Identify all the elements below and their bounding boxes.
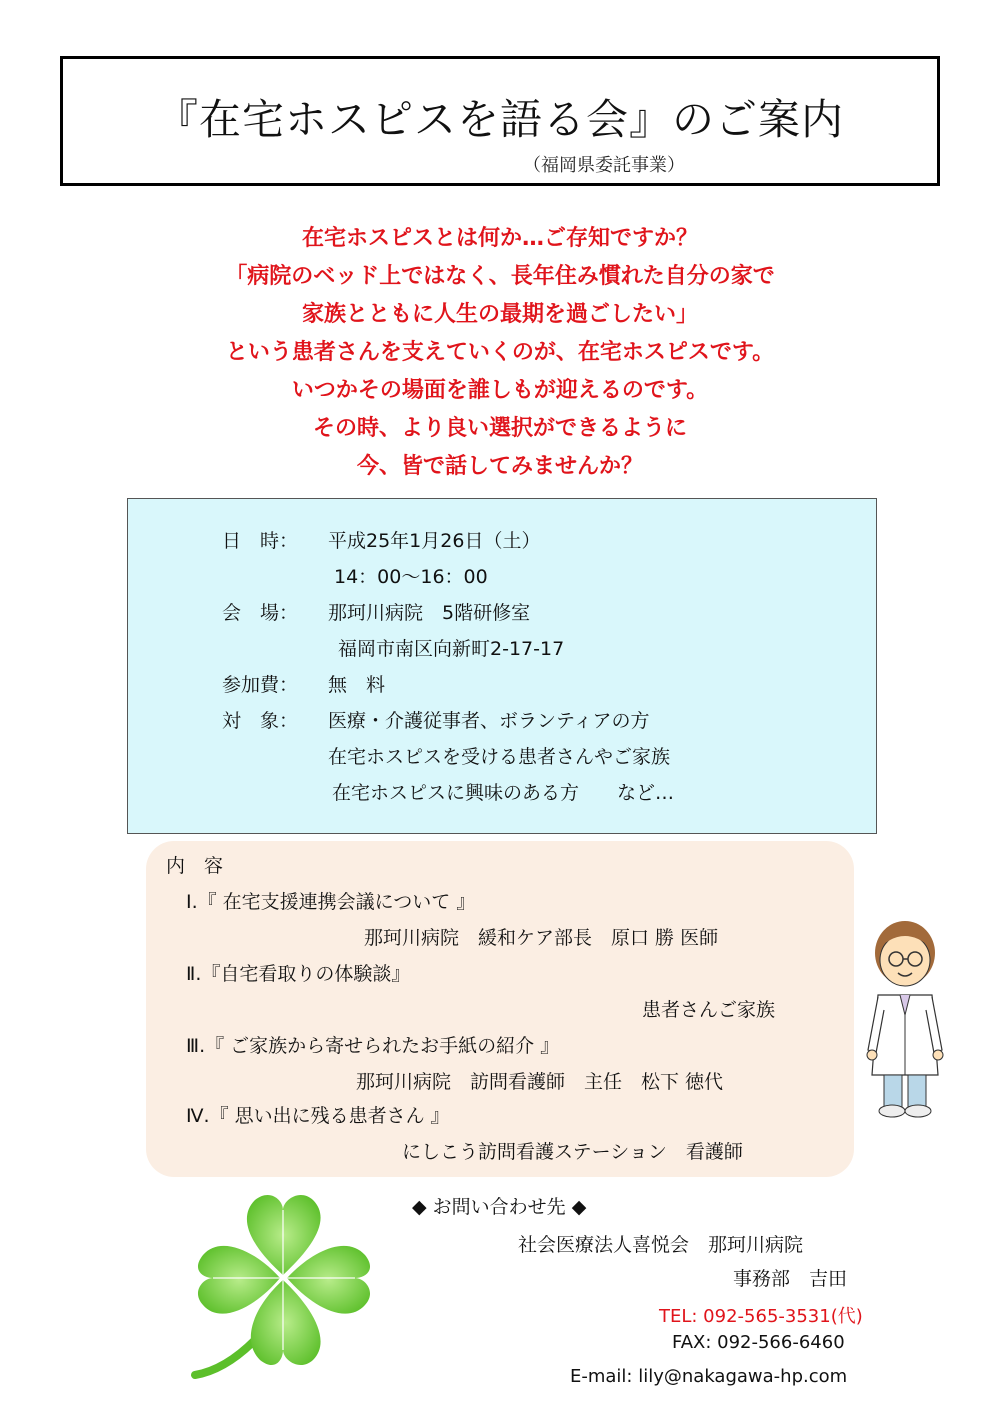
intro-line: その時、より良い選択ができるように [312, 416, 687, 441]
target-value: 在宅ホスピスに興味のある方 など… [332, 782, 675, 804]
venue-label: 会 場： [222, 602, 299, 624]
page-subtitle: （福岡県委託事業） [523, 155, 685, 176]
program-item-speaker: 那珂川病院 緩和ケア部長 原口 勝 医師 [364, 927, 719, 949]
program-item-title: Ⅲ.『 ご家族から寄せられたお手紙の紹介 』 [186, 1035, 560, 1057]
clover-illustration [185, 1180, 385, 1390]
intro-line: いつかその場面を誰しもが迎えるのです。 [291, 378, 709, 403]
fee-label: 参加費： [222, 674, 299, 696]
content-heading: 内 容 [166, 855, 224, 877]
contact-heading: ◆ お問い合わせ先 ◆ [412, 1196, 587, 1218]
contact-tel: TEL: 092-565-3531(代) [659, 1306, 863, 1327]
date-label: 日 時： [222, 530, 299, 552]
contact-dept: 事務部 吉田 [733, 1268, 848, 1290]
page-title: 『在宅ホスピスを語る会』のご案内 [155, 95, 844, 144]
contact-email[interactable]: E-mail: lily@nakagawa-hp.com [570, 1366, 848, 1387]
doctor-illustration [860, 915, 950, 1120]
target-value: 在宅ホスピスを受ける患者さんやご家族 [328, 746, 671, 768]
target-label: 対 象： [222, 710, 299, 732]
program-item-title: Ⅱ.『自宅看取りの体験談』 [186, 963, 411, 985]
intro-text [100, 220, 900, 486]
intro-line: 今、皆で話してみませんか？ [356, 454, 643, 479]
intro-line: 家族とともに人生の最期を過ごしたい」 [301, 302, 698, 327]
program-item-speaker: 那珂川病院 訪問看護師 主任 松下 徳代 [356, 1071, 724, 1093]
venue-value: 那珂川病院 5階研修室 [328, 602, 531, 624]
intro-line: という患者さんを支えていくのが、在宅ホスピスです。 [225, 340, 775, 365]
program-item-title: Ⅳ.『 思い出に残る患者さん 』 [186, 1105, 450, 1127]
event-info-box [127, 498, 877, 834]
program-item-speaker: にしこう訪問看護ステーション 看護師 [402, 1141, 743, 1163]
date-value: 平成25年1月26日（土） [328, 530, 541, 552]
program-item-speaker: 患者さんご家族 [642, 999, 776, 1021]
intro-line: 在宅ホスピスとは何か…ご存知ですか？ [301, 226, 698, 251]
intro-line: 「病院のベッド上ではなく、長年住み慣れた自分の家で [225, 264, 775, 289]
target-value: 医療・介護従事者、ボランティアの方 [328, 710, 650, 732]
title-box [60, 56, 940, 186]
contact-fax: FAX: 092-566-6460 [672, 1332, 845, 1353]
program-content-box [146, 841, 854, 1177]
time-value: 14：00～16：00 [334, 566, 488, 588]
fee-value: 無 料 [328, 674, 386, 696]
address-value: 福岡市南区向新町2-17-17 [338, 638, 565, 660]
program-item-title: Ⅰ.『 在宅支援連携会議について 』 [186, 891, 476, 913]
contact-org: 社会医療法人喜悦会 那珂川病院 [518, 1234, 804, 1256]
